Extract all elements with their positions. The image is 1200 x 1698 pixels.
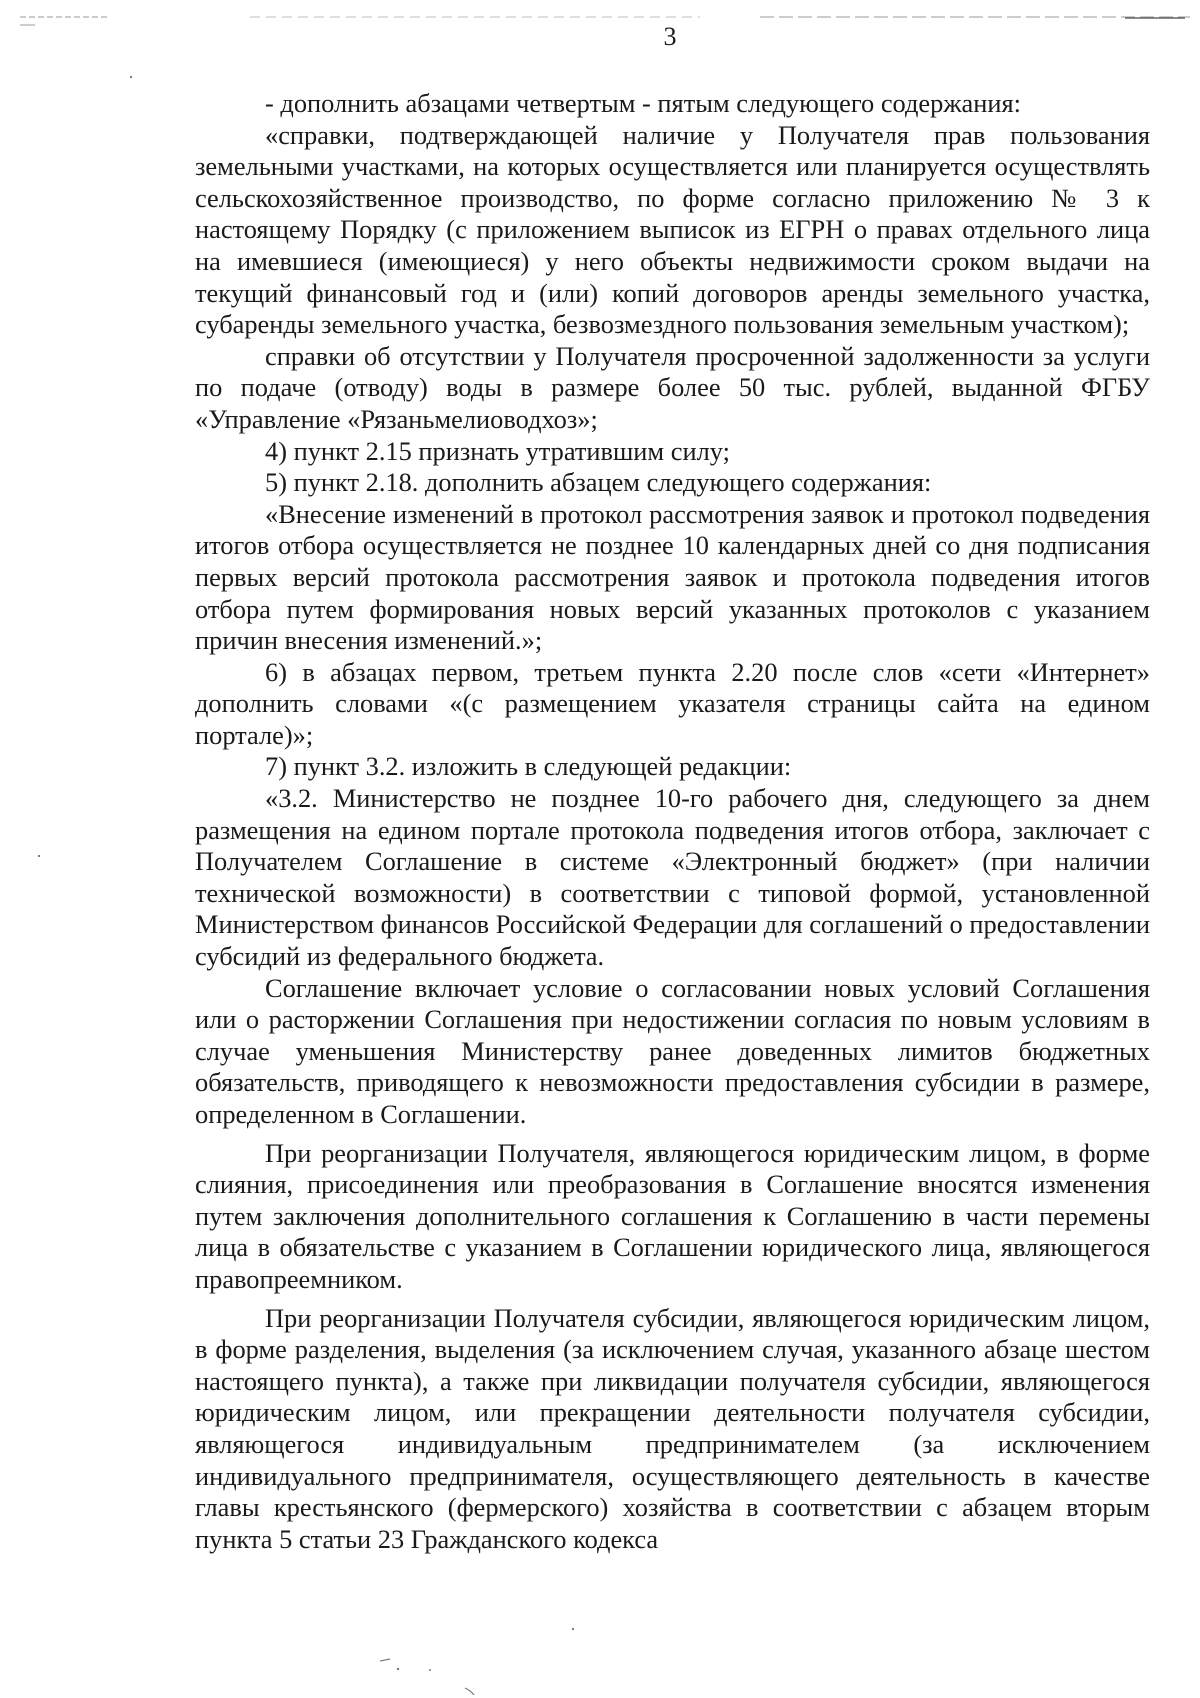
paragraph: - дополнить абзацами четвертым - пятым следующего содержания:: [265, 88, 1021, 118]
scan-speck: [572, 1628, 574, 1630]
scan-artifact-bottom: [370, 1655, 490, 1695]
paragraph: При реорганизации Получателя субсидии, являющегося юридическим лицом, в форме разделения, выделения (за исключением случая, указанного абзаце шестом настоящего пункта), а также при ликвидации получателя субсидии, являющегося юридическим лицом, или прекращении деятельности получателя субсидии, являющегося индивидуальным предпринимателем (за исключением индивидуального предпринимателя, осуществляющего деятельность в качестве главы крестьянского (фермерского) хозяйства в соответствии с абзацем вторым пункта 5 статьи 23 Гражданского кодекса: [195, 1302, 1150, 1554]
paragraph: 7) пункт 3.2. изложить в следующей редакции:: [265, 751, 792, 782]
scan-speck: [38, 855, 40, 857]
paragraph: Соглашение включает условие о согласовании новых условий Соглашения или о расторжении Соглашения при недостижении согласия по новым условиям в случае уменьшения Министерству ранее доведенных лимитов бюджетных обязательств, приводящего к невозможности предоставления субсидии в размере, определенном в Соглашении.: [195, 972, 1150, 1129]
page-number-text: 3: [663, 22, 677, 51]
paragraph: При реорганизации Получателя, являющегося юридическим лицом, в форме слияния, присоединения или преобразования в Соглашение вносятся изменения путем заключения дополнительного соглашения к Соглашению в части перемены лица в обязательстве с указанием в Соглашении юридического лица, являющегося правопреемником.: [195, 1137, 1150, 1294]
paragraph: 6) в абзацах первом, третьем пункта 2.20 после слов «сети «Интернет» дополнить словами «(с размещением указателя страницы сайта на едином портале)»;: [195, 656, 1150, 750]
scan-speck: [130, 76, 132, 78]
paragraph: «3.2. Министерство не позднее 10-го рабочего дня, следующего за днем размещения на едином портале протокола подведения итогов отбора, заключает с Получателем Соглашение в системе «Электронный бюджет» (при наличии технической возможности) в соответствии с типовой формой, установленной Министерством финансов Российской Федерации для соглашений о предоставлении субсидий из федерального бюджета.: [195, 783, 1150, 972]
paragraph: 5) пункт 2.18. дополнить абзацем следующего содержания:: [265, 467, 932, 498]
paragraph: 4) пункт 2.15 признать утратившим силу;: [265, 435, 730, 466]
paragraph: «справки, подтверждающей наличие у Получателя прав пользования земельными участками, на которых осуществляется или планируется осуществлять сельскохозяйственное производство, по форме согласно приложению № 3 к настоящему Порядку (с приложением выписок из ЕГРН о правах отдельного лица на имевшиеся (имеющиеся) у него объекты недвижимости сроком выдачи на текущий финансовый год и (или) копий договоров аренды земельного участка, субаренды земельного участка, безвозмездного пользования земельным участком);: [195, 119, 1150, 340]
paragraph: справки об отсутствии у Получателя просроченной задолженности за услуги по подаче (отводу) воды в размере более 50 тыс. рублей, выданной ФГБУ «Управление «Рязаньмелиоводхоз»;: [195, 340, 1150, 434]
page-number: [0, 22, 1200, 52]
document-body: [195, 88, 1150, 1555]
paragraph: «Внесение изменений в протокол рассмотрения заявок и протокол подведения итогов отбора осуществляется не позднее 10 календарных дней со дня подписания первых версий протокола рассмотрения заявок и протокола подведения итогов отбора путем формирования новых версий указанных протоколов с указанием причин внесения изменений.»;: [195, 498, 1150, 656]
